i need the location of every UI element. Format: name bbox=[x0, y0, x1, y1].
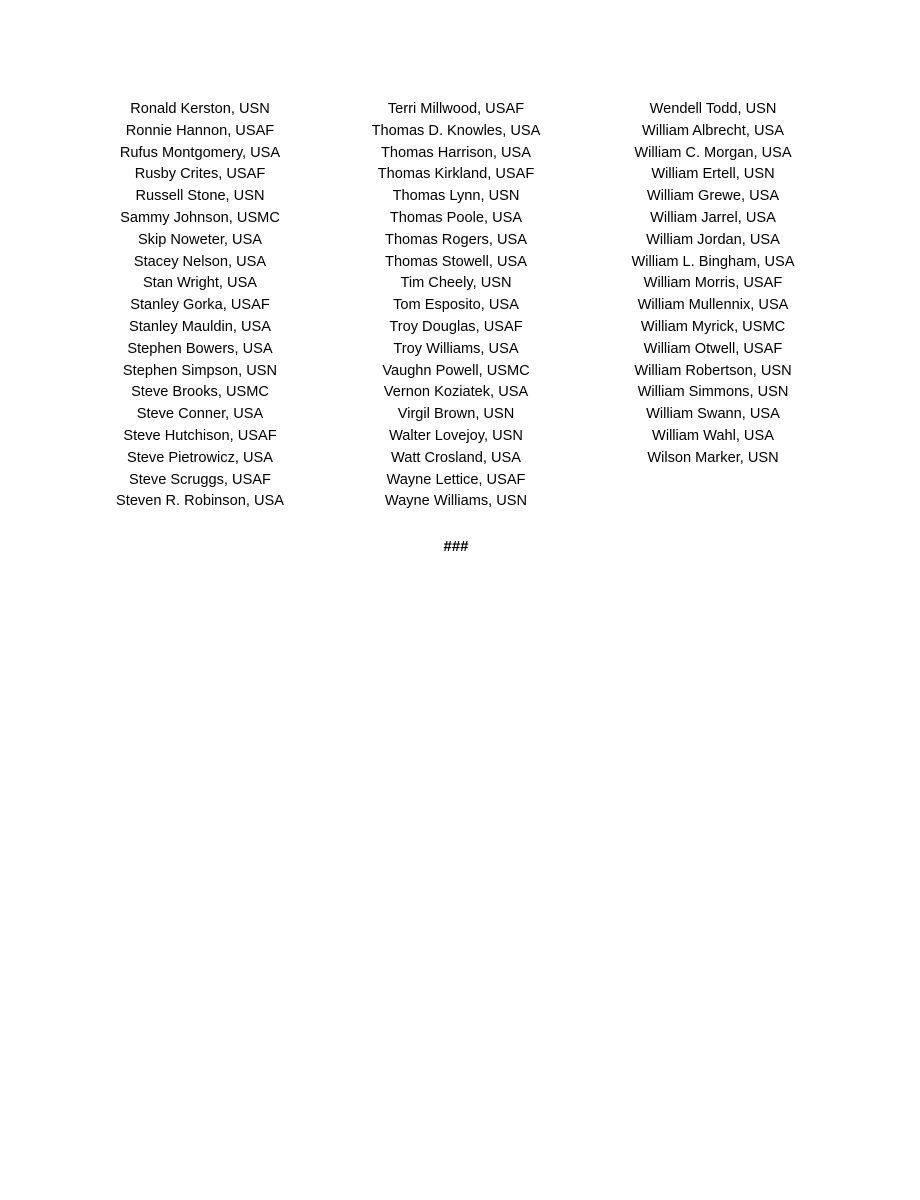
name-entry: Thomas Poole, USA bbox=[389, 209, 523, 226]
name-entry: Wilson Marker, USN bbox=[647, 449, 779, 466]
name-entry: Steve Brooks, USMC bbox=[131, 384, 269, 401]
name-entry: Virgil Brown, USN bbox=[397, 406, 515, 423]
name-entry: Russell Stone, USN bbox=[135, 188, 265, 205]
name-entry: William L. Bingham, USA bbox=[631, 253, 795, 270]
name-entry: William C. Morgan, USA bbox=[634, 144, 792, 161]
name-entry: Watt Crosland, USA bbox=[390, 449, 522, 466]
name-entry: Wayne Lettice, USAF bbox=[386, 471, 526, 488]
name-entry: William Morris, USAF bbox=[643, 275, 783, 292]
name-entry: William Albrecht, USA bbox=[642, 122, 784, 139]
name-entry: Steve Pietrowicz, USA bbox=[127, 449, 273, 466]
name-entry: Ronald Kerston, USN bbox=[130, 101, 270, 117]
name-entry: Stacey Nelson, USA bbox=[133, 253, 267, 270]
name-entry: William Otwell, USAF bbox=[643, 340, 783, 357]
name-entry: Tim Cheely, USN bbox=[400, 275, 512, 292]
name-entry: Skip Noweter, USA bbox=[137, 231, 263, 248]
name-entry: Steven R. Robinson, USA bbox=[116, 493, 284, 510]
name-entry: Stephen Simpson, USN bbox=[122, 362, 278, 379]
name-entry: William Jordan, USA bbox=[646, 231, 780, 248]
name-entry: Troy Williams, USA bbox=[393, 340, 519, 357]
name-entry: William Ertell, USN bbox=[651, 166, 775, 183]
name-entry: William Myrick, USMC bbox=[640, 318, 786, 335]
name-entry: Thomas Harrison, USA bbox=[380, 144, 532, 161]
name-entry: Stephen Bowers, USA bbox=[127, 340, 273, 357]
name-entry: William Robertson, USN bbox=[634, 362, 792, 379]
name-entry: Vernon Koziatek, USA bbox=[383, 384, 529, 401]
name-entry: Wayne Williams, USN bbox=[384, 493, 528, 510]
name-column-2 bbox=[326, 99, 586, 513]
name-entry: William Jarrel, USA bbox=[650, 209, 776, 226]
name-entry: Troy Douglas, USAF bbox=[389, 318, 523, 335]
name-column-3 bbox=[583, 99, 843, 470]
name-entry: Tom Esposito, USA bbox=[393, 297, 519, 314]
name-entry: Steve Conner, USA bbox=[136, 406, 264, 423]
name-entry: Stan Wright, USA bbox=[142, 275, 258, 292]
name-entry: Rusby Crites, USAF bbox=[134, 166, 266, 183]
name-entry: Rufus Montgomery, USA bbox=[119, 144, 281, 161]
name-entry: Walter Lovejoy, USN bbox=[389, 427, 523, 444]
name-entry: Stanley Gorka, USAF bbox=[130, 297, 270, 314]
name-entry: Wendell Todd, USN bbox=[649, 101, 777, 117]
name-column-1 bbox=[70, 99, 330, 513]
name-entry: Thomas Kirkland, USAF bbox=[377, 166, 535, 183]
name-entry: William Grewe, USA bbox=[646, 188, 780, 205]
name-entry: Sammy Johnson, USMC bbox=[120, 209, 280, 226]
name-entry: Vaughn Powell, USMC bbox=[382, 362, 530, 379]
name-entry: Thomas Rogers, USA bbox=[385, 231, 527, 248]
name-entry: Steve Hutchison, USAF bbox=[123, 427, 277, 444]
end-mark: ### bbox=[443, 538, 469, 555]
name-entry: Stanley Mauldin, USA bbox=[129, 318, 271, 335]
name-entry: William Simmons, USN bbox=[637, 384, 789, 401]
name-entry: Steve Scruggs, USAF bbox=[129, 471, 271, 488]
name-entry: Thomas Stowell, USA bbox=[385, 253, 527, 270]
name-entry: Thomas D. Knowles, USA bbox=[371, 122, 541, 139]
name-entry: Ronnie Hannon, USAF bbox=[125, 122, 275, 139]
name-entry: William Mullennix, USA bbox=[637, 297, 789, 314]
name-entry: William Wahl, USA bbox=[652, 427, 774, 444]
name-entry: Thomas Lynn, USN bbox=[392, 188, 520, 205]
name-entry: Terri Millwood, USAF bbox=[387, 101, 525, 117]
name-entry: William Swann, USA bbox=[646, 406, 780, 423]
